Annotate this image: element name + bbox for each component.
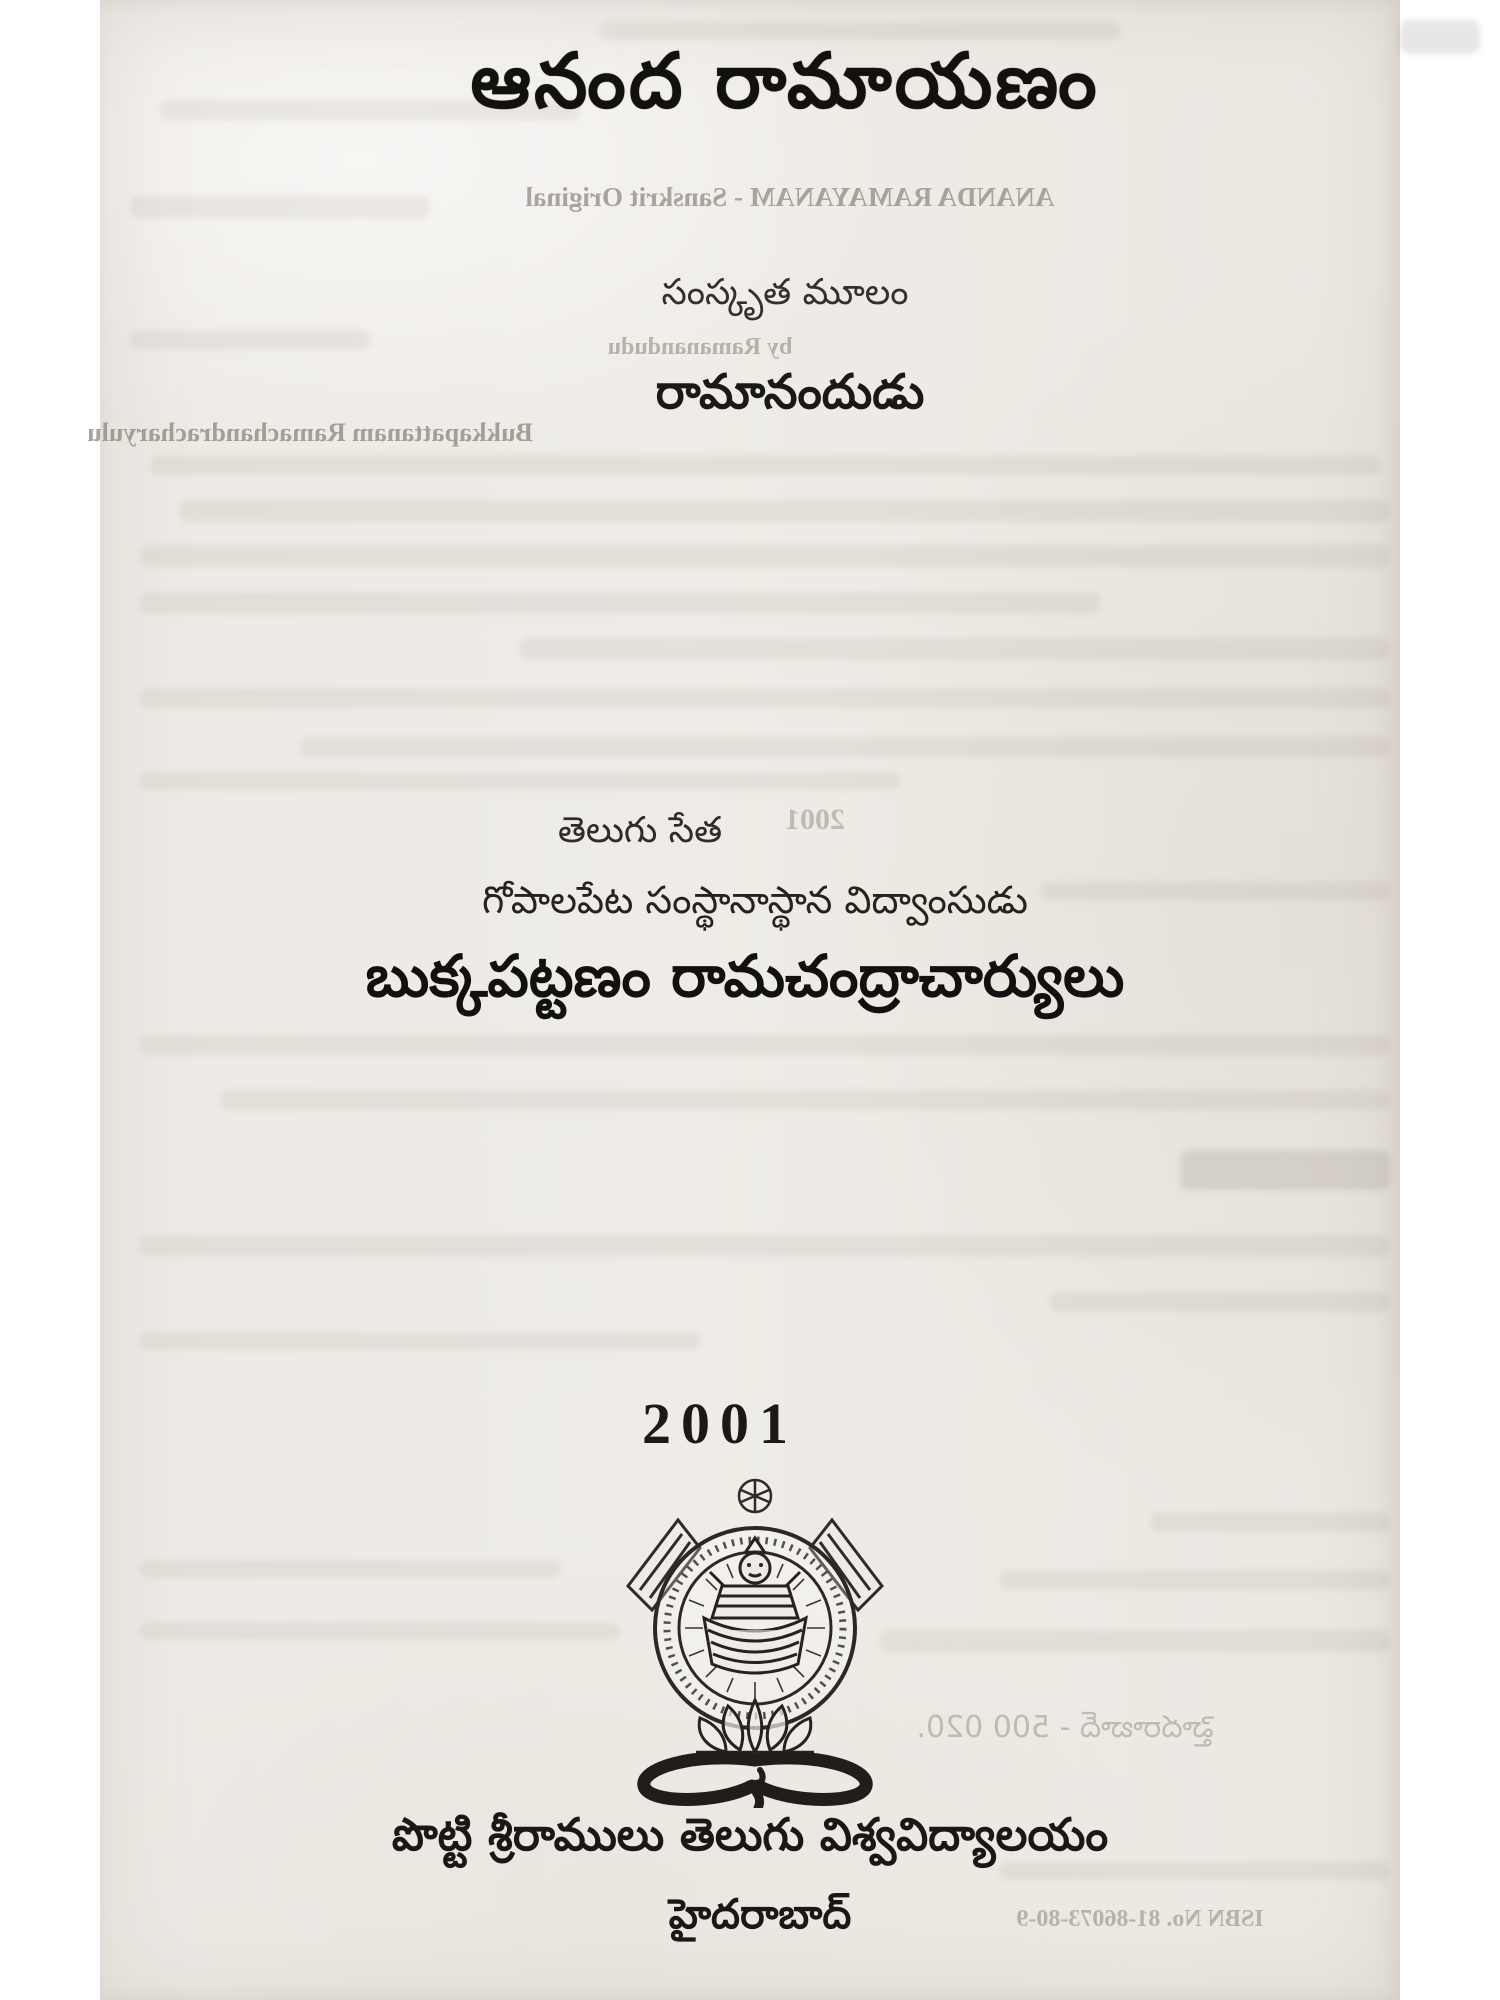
- bleedthrough-year: 2001: [785, 803, 845, 836]
- bleedthrough-english-translator: Bukkapattanam Ramachandracharyulu: [87, 418, 533, 447]
- bleedthrough-smudge: [140, 1235, 1390, 1257]
- bleedthrough-isbn: ISBN No. 81-86073-80-9: [1016, 1906, 1264, 1932]
- publisher-city: హైదరాబాద్: [668, 1890, 852, 1938]
- bleedthrough-smudge: [1180, 1150, 1390, 1190]
- publication-year: 2001: [642, 1391, 798, 1456]
- bleedthrough-smudge: [880, 1630, 1390, 1652]
- bleedthrough-smudge: [180, 500, 1390, 522]
- sanskrit-original-label: సంస్కృత మూలం: [661, 272, 909, 313]
- bleedthrough-smudge: [140, 1332, 700, 1350]
- bleedthrough-smudge: [1050, 1292, 1390, 1312]
- bleedthrough-english-author: by Ramanandudu: [607, 334, 793, 360]
- bleedthrough-smudge: [140, 1622, 620, 1640]
- book-title: ఆనంద రామాయణం: [470, 36, 1100, 125]
- scanned-title-page: [87, 0, 1400, 2000]
- bleedthrough-smudge: [150, 455, 1380, 475]
- bleedthrough-smudge: [140, 772, 900, 790]
- bleedthrough-smudge: [1150, 1512, 1390, 1532]
- bleedthrough-smudge: [1000, 1570, 1390, 1590]
- publisher-name: పొట్టి శ్రీరాములు తెలుగు విశ్వవిద్యాలయం: [391, 1808, 1109, 1861]
- translator-title: గోపాలపేట సంస్థానాస్థాన విద్వాంసుడు: [482, 878, 1028, 922]
- bleedthrough-english-title: ANANDA RAMAYANAM - Sanskrit Original: [525, 182, 1055, 212]
- bleedthrough-smudge: [140, 1035, 1390, 1055]
- translator-name: బుక్కపట్టణం రామచంద్రాచార్యులు: [365, 942, 1125, 1010]
- bleedthrough-smudge: [300, 737, 1390, 757]
- seal-finial-icon: [739, 1480, 771, 1512]
- telugu-translation-label: తెలుగు సేత: [557, 810, 723, 851]
- bleedthrough-smudge: [140, 1560, 560, 1578]
- university-emblem-icon: [600, 1468, 910, 1808]
- bleedthrough-smudge: [140, 545, 1390, 567]
- bleedthrough-smudge: [140, 688, 1390, 708]
- bleedthrough-smudge: [220, 1090, 1390, 1110]
- bleedthrough-smudge: [520, 638, 1390, 660]
- snake-icon: [644, 1758, 866, 1808]
- bleedthrough-address: హైదరాబాద్ - 500 020.: [916, 1710, 1214, 1745]
- original-author-name: రామానందుడు: [655, 364, 925, 420]
- bleedthrough-smudge: [140, 592, 1100, 614]
